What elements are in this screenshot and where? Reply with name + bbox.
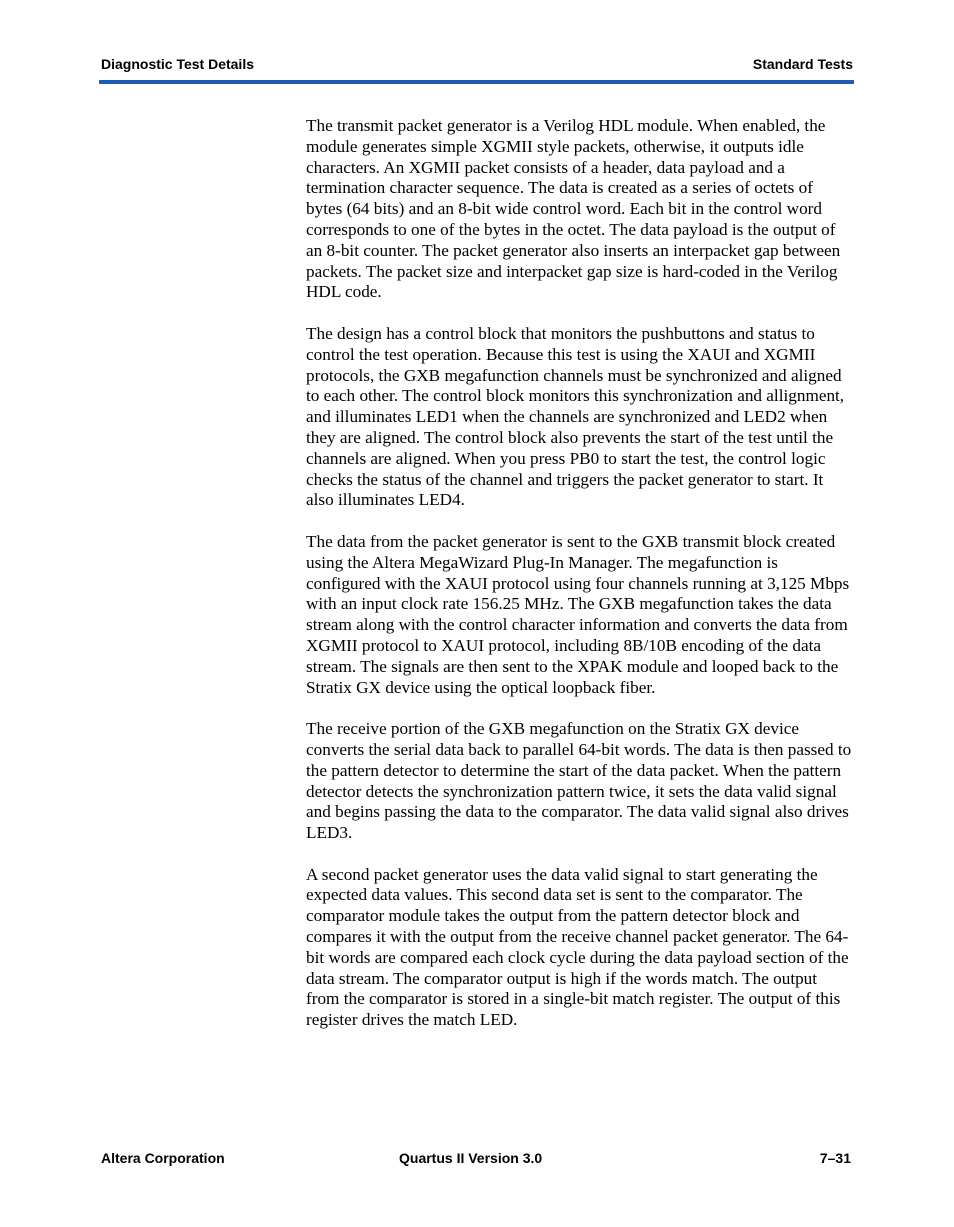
- paragraph: The design has a control block that monitors the pushbuttons and status to control the test operation. Because this test is using the XAUI and XGMII protocols, the GXB megafunction channels must be synchronized and aligned to each other. The control block monitors this synchronization and allignment, and illuminates LED1 when the channels are synchronized and LED2 when they are aligned. The control block also prevents the start of the test until the channels are aligned. When you press PB0 to start the test, the control logic checks the status of the channel and triggers the packet generator to start. It also illuminates LED4.: [306, 323, 845, 510]
- footer-page-number: 7–31: [819, 1150, 851, 1166]
- header-chapter-title: Standard Tests: [752, 56, 853, 72]
- footer-version: Quartus II Version 3.0: [399, 1150, 543, 1166]
- header-section-title: Diagnostic Test Details: [101, 56, 255, 72]
- header-rule: [99, 80, 854, 84]
- paragraph: The data from the packet generator is sent to the GXB transmit block created using the Altera MegaWizard Plug-In Manager. The megafunction is configured with the XAUI protocol using four channels running at 3,125 Mbps with an input clock rate 156.25 MHz. The GXB megafunction takes the data stream along with the control character information and converts the data from XGMII protocol to XAUI protocol, including 8B/10B encoding of the data stream. The signals are then sent to the XPAK module and looped back to the Stratix GX device using the optical loopback fiber.: [306, 531, 850, 697]
- body-text: [306, 116, 852, 1052]
- footer-company: Altera Corporation: [101, 1150, 225, 1166]
- paragraph: The transmit packet generator is a Verilog HDL module. When enabled, the module generates simple XGMII style packets, otherwise, it outputs idle characters. An XGMII packet consists of a header, data payload and a termination character sequence. The data is created as a series of octets of bytes (64 bits) and an 8-bit wide control word. Each bit in the control word corresponds to one of the bytes in the octet. The data payload is the output of an 8-bit counter. The packet generator also inserts an interpacket gap between packets. The packet size and interpacket gap size is hard-coded in the Verilog HDL code.: [306, 116, 841, 302]
- paragraph: A second packet generator uses the data valid signal to start generating the expected data values. This second data set is sent to the comparator. The comparator module takes the output from the pattern detector block and compares it with the output from the receive channel packet generator. The 64-bit words are compared each clock cycle during the data payload section of the data stream. The comparator output is high if the words match. The output from the comparator is stored in a single-bit match register. The output of this register drives the match LED.: [306, 864, 849, 1030]
- paragraph: The receive portion of the GXB megafunction on the Stratix GX device converts the serial data back to parallel 64-bit words. The data is then passed to the pattern detector to determine the start of the data packet. When the pattern detector detects the synchronization pattern twice, it sets the data valid signal and begins passing the data to the comparator. The data valid signal also drives LED3.: [306, 719, 852, 843]
